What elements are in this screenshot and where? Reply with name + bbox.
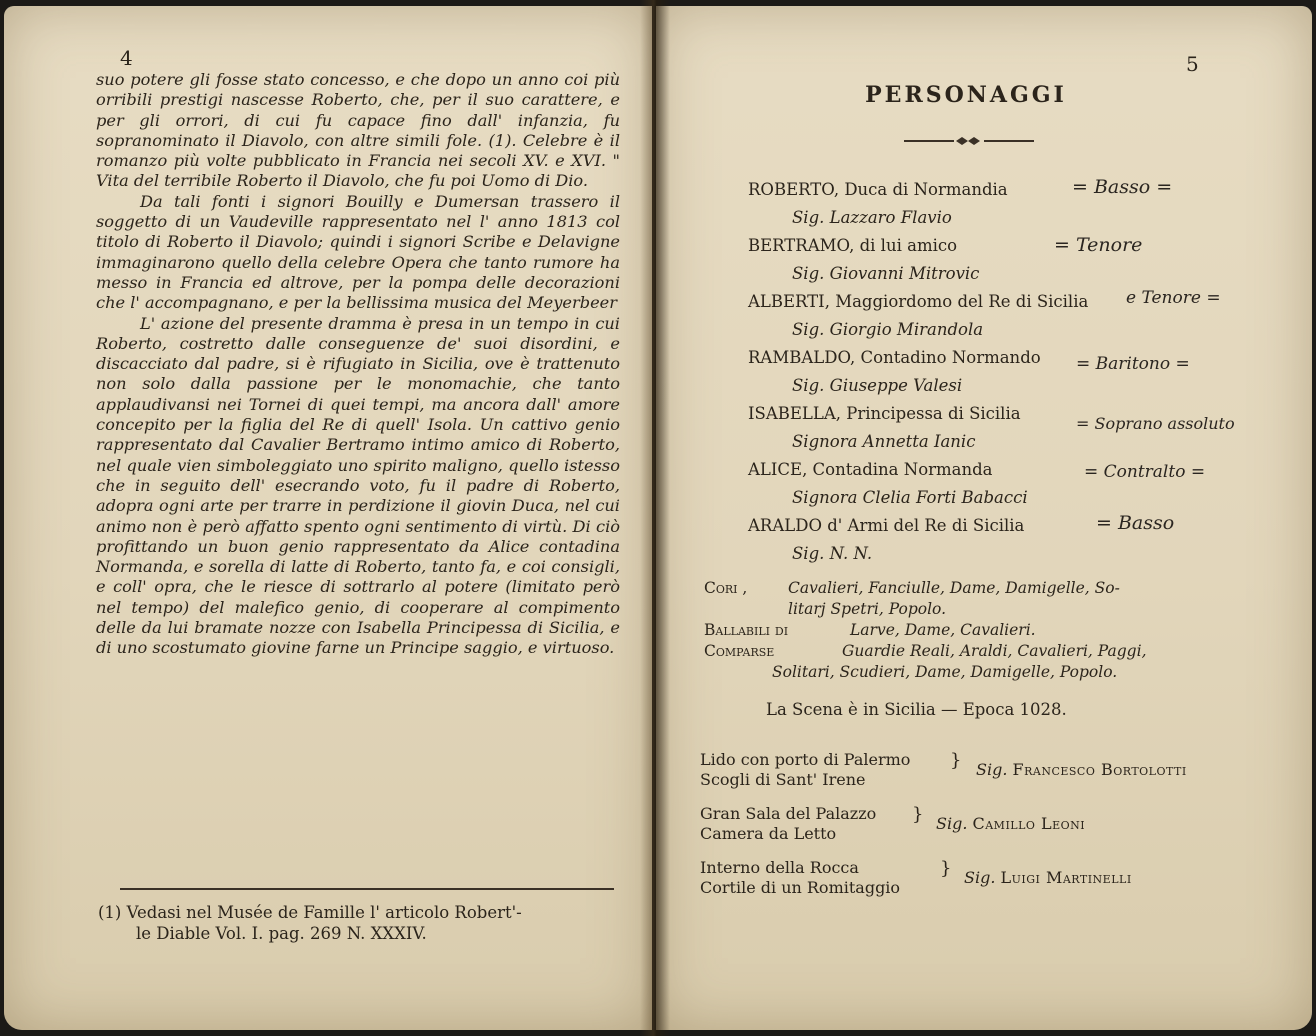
role-desc: , Contadina Normanda xyxy=(802,460,993,479)
singer-name: Sig. N. N. xyxy=(792,544,873,563)
chorus-row xyxy=(704,578,1284,599)
cast-role xyxy=(748,404,1308,432)
chorus-label: Cori , xyxy=(704,579,748,597)
chorus-label: Comparse xyxy=(704,642,775,660)
role-desc: , di lui amico xyxy=(849,236,958,255)
cast-role xyxy=(748,512,1308,544)
brace-icon: } xyxy=(950,750,962,771)
paragraph: L' azione del presente dramma è presa in un tempo in cui Roberto, costretto dalle conseguenze de' suoi disordini, e discacciato dal padre, si è rifugiato in Sicilia, ove è trattenuto non solo dalla passione per le monomachie, che tanto applaudivansi nei Tornei di quei tempi, ma ancora dall' amore concepito per la figlia del Re di quell' Isola. Un cattivo genio rappresentato dal Cavalier Bertramo intimo amico di Roberto, nel quale vien simboleggiato uno spirito maligno, quello istesso che in seguito dell' esecrando voto, fu il padre di Roberto, adopra ogni arte per trarre in perdizione il giovin Duca, nel cui animo non è però affatto spento ogni sentimento di virtù. Di ciò profittando un buon genio rappresentato da Alice contadina Normanda, e sorella di latte di Roberto, tanto fa, e coi consigli, e coll' opra, che le riesce di sottrarlo al potere (limitato però nel tempo) del malefico genio, di cooperare al compimento delle da lui bramate nozze con Isabella Principessa di Sicilia, e di uno scostumato giovine farne un Principe saggio, e virtuoso. xyxy=(96,313,620,658)
singer-name: Signora Clelia Forti Babacci xyxy=(792,488,1028,507)
handwritten-note: e Tenore = xyxy=(1126,288,1221,308)
page-title: PERSONAGGI xyxy=(865,82,1067,108)
role-name: ARALDO xyxy=(748,516,822,535)
role-desc: , Maggiordomo del Re di Sicilia xyxy=(824,292,1089,311)
left-page xyxy=(4,6,652,1030)
body-text xyxy=(96,70,620,659)
singer-name: Sig. Giuseppe Valesi xyxy=(792,376,963,395)
ornament-divider-icon xyxy=(904,134,1034,148)
page-number: 5 xyxy=(1186,52,1199,76)
chorus-value: Guardie Reali, Araldi, Cavalieri, Paggi, xyxy=(842,642,1147,660)
role-desc: , Principessa di Sicilia xyxy=(835,404,1021,423)
scenery-painter: Sig. Francesco Bortolotti xyxy=(976,760,1187,779)
scenery-set: Scogli di Sant' Irene xyxy=(700,770,866,789)
book-gutter xyxy=(640,0,670,1036)
chorus-row xyxy=(704,641,1284,662)
scenery-sets xyxy=(700,858,900,898)
scenery-painter: Sig. Luigi Martinelli xyxy=(964,868,1132,887)
chorus-value: Solitari, Scudieri, Dame, Damigelle, Popolo. xyxy=(772,663,1118,681)
role-name: ALBERTI xyxy=(748,292,825,311)
role-desc: , Duca di Normandia xyxy=(833,180,1008,199)
chorus-row xyxy=(704,620,1284,641)
footnote-line: le Diable Vol. I. pag. 269 N. XXXIV. xyxy=(136,924,427,943)
brace-icon: } xyxy=(940,858,952,879)
role-desc: d' Armi del Re di Sicilia xyxy=(827,516,1025,535)
scenery-set: Gran Sala del Palazzo xyxy=(700,804,877,823)
paragraph: Da tali fonti i signori Bouilly e Dumersan trassero il soggetto di un Vaudeville rappresentato nel l' anno 1813 col titolo di Roberto il Diavolo; quindi i signori Scribe e Delavigne immaginarono quello della celebre Opera che tanto rumore ha messo in Francia ed altrove, per la pompa delle decorazioni che l' accompagnano, e per la bellissima musica del Meyerbeer xyxy=(96,191,620,313)
scenery-painter: Sig. Camillo Leoni xyxy=(936,814,1086,833)
handwritten-note: = Tenore xyxy=(1054,234,1143,256)
handwritten-note: = Basso xyxy=(1096,512,1175,534)
cast-list xyxy=(748,176,1308,572)
scenery-set: Cortile di un Romitaggio xyxy=(700,878,901,897)
chorus-row xyxy=(704,599,1284,620)
cast-role xyxy=(748,288,1308,320)
role-name: BERTRAMO xyxy=(748,236,850,255)
cast-role xyxy=(748,348,1308,376)
chorus-row xyxy=(704,662,1284,683)
cast-role xyxy=(748,460,1308,488)
footnote xyxy=(98,902,628,944)
singer-name: Sig. Giorgio Mirandola xyxy=(792,320,984,339)
cast-role xyxy=(748,236,1308,264)
scene-setting: La Scena è in Sicilia — Epoca 1028. xyxy=(766,700,1067,719)
footnote-line: (1) Vedasi nel Musée de Famille l' articolo Robert'- xyxy=(98,903,522,922)
handwritten-note: = Baritono = xyxy=(1076,354,1190,374)
scenery-sets xyxy=(700,750,910,790)
role-desc: , Contadino Normando xyxy=(850,348,1041,367)
role-name: ROBERTO xyxy=(748,180,834,199)
role-name: ALICE xyxy=(748,460,803,479)
singer-name: Sig. Giovanni Mitrovic xyxy=(792,264,980,283)
chorus-label: Ballabili di xyxy=(704,621,789,639)
page-number: 4 xyxy=(120,46,133,70)
singer-name: Signora Annetta Ianic xyxy=(792,432,976,451)
scenery-set: Lido con porto di Palermo xyxy=(700,750,911,769)
right-page xyxy=(656,6,1312,1030)
handwritten-note: = Soprano assoluto xyxy=(1076,414,1235,433)
chorus-list xyxy=(704,578,1284,683)
footnote-rule xyxy=(120,888,614,890)
scenery-set: Camera da Letto xyxy=(700,824,837,843)
chorus-value: Cavalieri, Fanciulle, Dame, Damigelle, So- xyxy=(788,579,1120,597)
chorus-value: Larve, Dame, Cavalieri. xyxy=(850,621,1036,639)
role-name: RAMBALDO xyxy=(748,348,851,367)
chorus-value: litarj Spetri, Popolo. xyxy=(788,600,947,618)
cast-role xyxy=(748,176,1308,208)
scenery-set: Interno della Rocca xyxy=(700,858,859,877)
brace-icon: } xyxy=(912,804,924,825)
scenery-sets xyxy=(700,804,876,844)
role-name: ISABELLA xyxy=(748,404,836,423)
handwritten-note: = Contralto = xyxy=(1084,462,1206,482)
singer-name: Sig. Lazzaro Flavio xyxy=(792,208,952,227)
handwritten-note: = Basso = xyxy=(1072,176,1173,198)
paragraph: suo potere gli fosse stato concesso, e che dopo un anno coi più orribili prestigi nascesse Roberto, che, per il suo carattere, e per gli orrori, di cui fu capace fino dall' infanzia, fu sopranominato il Diavolo, con altre simili fole. (1). Celebre è il romanzo più volte pubblicato in Francia nei secoli XV. e XVI. " Vita del terribile Roberto il Diavolo, che fu poi Uomo di Dio. xyxy=(96,70,620,191)
